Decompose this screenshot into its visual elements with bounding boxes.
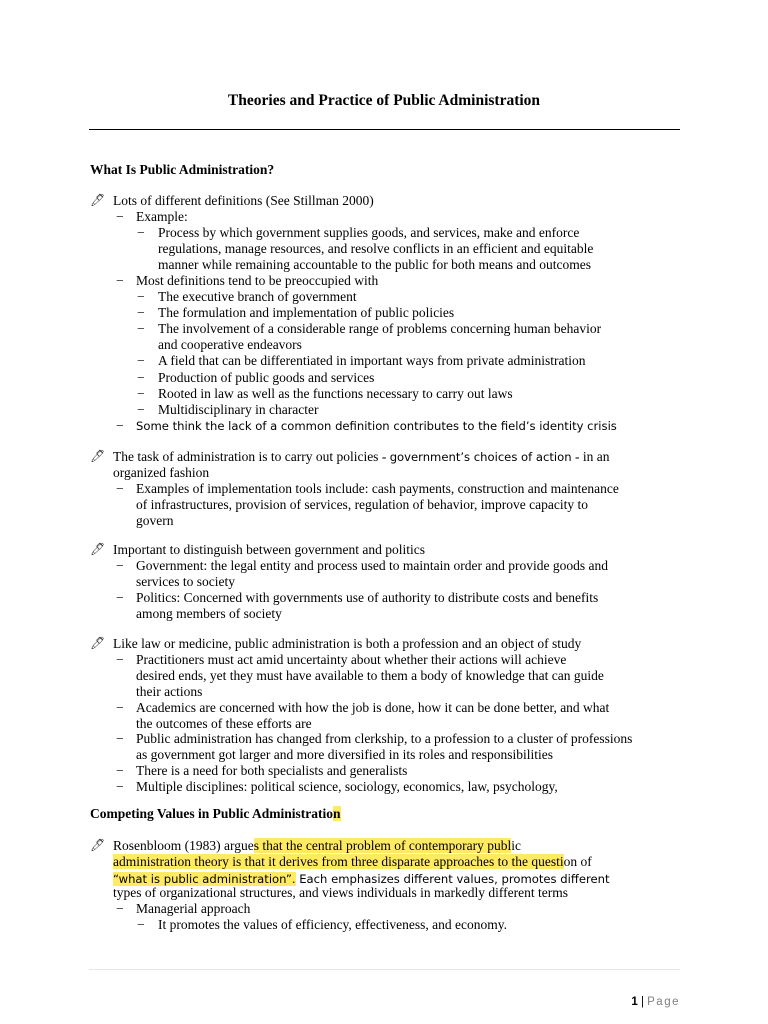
example-line-2: regulations, manage resources, and resolve conflicts in an efficient and equitable — [158, 241, 594, 256]
bullet-profession-study: Like law or medicine, public administration is both a profession and an object of study — [113, 636, 582, 651]
dash-bullet: − — [137, 289, 145, 304]
text-run: Rosenbloom (1983) argue — [113, 838, 254, 853]
dash-bullet: − — [116, 481, 124, 496]
multiple-disciplines: Multiple disciplines: political science, sociology, economics, law, psychology, — [136, 779, 558, 794]
bullet-definitions: Lots of different definitions (See Stillman 2000) — [113, 193, 374, 208]
text-run: ic — [511, 838, 522, 853]
text-run: - in an — [571, 449, 610, 464]
title-rule — [89, 129, 680, 130]
sub-bullet-example: Example: — [136, 209, 188, 224]
list-item-continuation: and cooperative endeavors — [158, 337, 302, 352]
pen-bullet-icon: 🖊 — [90, 193, 106, 207]
text-run: on of — [563, 854, 592, 869]
list-item: A field that can be differentiated in important ways from private administration — [158, 353, 586, 368]
example-line-3: manner while remaining accountable to the public for both means and outcomes — [158, 257, 591, 272]
highlighted-text: administration theory is that it derives from three disparate approaches to the questi — [113, 854, 564, 869]
rosenbloom-line-4: types of organizational structures, and views individuals in markedly different terms — [113, 885, 569, 900]
dash-bullet: − — [116, 418, 124, 433]
text-run: Each emphasizes different values, promotes different — [295, 872, 610, 886]
politics-definition-line-2: among members of society — [136, 606, 282, 621]
page-label: Page — [647, 996, 680, 1008]
list-item: The involvement of a considerable range of problems concerning human behavior — [158, 321, 602, 336]
list-item: Rooted in law as well as the functions necessary to carry out laws — [158, 386, 513, 401]
list-item: The executive branch of government — [158, 289, 357, 304]
managerial-approach: Managerial approach — [136, 901, 251, 916]
text-run: government’s choices of action — [389, 450, 572, 464]
dash-bullet: − — [137, 353, 145, 368]
page-number: 1 — [631, 996, 638, 1008]
practitioners-line-2: desired ends, yet they must have available to them a body of knowledge that can guide — [136, 668, 604, 683]
implementation-tools-line-3: govern — [136, 513, 174, 528]
rosenbloom-line-2 — [113, 854, 592, 870]
academics-line-2: the outcomes of these efforts are — [136, 716, 312, 731]
dash-bullet: − — [116, 558, 124, 573]
implementation-tools-line-1: Examples of implementation tools include: cash payments, construction and maintenance — [136, 481, 619, 496]
pen-bullet-icon: 🖊 — [90, 838, 106, 852]
dash-bullet: − — [116, 273, 124, 288]
highlighted-text: “what is public administration”. — [113, 872, 296, 886]
dash-bullet: − — [116, 763, 124, 778]
sub-bullet-identity-crisis: Some think the lack of a common definition contributes to the field’s identity crisis — [136, 419, 617, 433]
clerkship-line-1: Public administration has changed from clerkship, to a profession to a cluster of professions — [136, 731, 633, 746]
politics-definition-line-1: Politics: Concerned with governments use of authority to distribute costs and benefits — [136, 590, 599, 605]
bullet-task-of-administration — [113, 449, 609, 465]
practitioners-line-3: their actions — [136, 684, 203, 699]
pen-bullet-icon: 🖊 — [90, 636, 106, 650]
dash-bullet: − — [137, 321, 145, 336]
government-definition-line-2: services to society — [136, 574, 235, 589]
section-heading-competing-values — [90, 806, 341, 822]
text-run: Competing Values in Public Administratio — [90, 806, 334, 821]
dash-bullet: − — [137, 370, 145, 385]
specialists-generalists: There is a need for both specialists and generalists — [136, 763, 408, 778]
dash-bullet: − — [137, 305, 145, 320]
bullet-government-politics: Important to distinguish between government and politics — [113, 542, 425, 557]
dash-bullet: − — [116, 901, 124, 916]
list-item: Multidisciplinary in character — [158, 402, 319, 417]
dash-bullet: − — [137, 386, 145, 401]
dash-bullet: − — [137, 225, 145, 240]
practitioners-line-1: Practitioners must act amid uncertainty about whether their actions will achieve — [136, 652, 567, 667]
list-item: Production of public goods and services — [158, 370, 375, 385]
list-item: The formulation and implementation of public policies — [158, 305, 455, 320]
footer-rule — [89, 969, 680, 970]
pen-bullet-icon: 🖊 — [90, 542, 106, 556]
rosenbloom-line-1 — [113, 838, 521, 854]
dash-bullet: − — [116, 700, 124, 715]
dash-bullet: − — [116, 209, 124, 224]
section-heading-what-is-pa: What Is Public Administration? — [90, 162, 275, 177]
dash-bullet: − — [116, 779, 124, 794]
highlighted-text: n — [333, 806, 341, 821]
dash-bullet: − — [116, 590, 124, 605]
pen-bullet-icon: 🖊 — [90, 449, 106, 463]
text-run: The task of administration is to carry out policies - — [113, 449, 390, 464]
clerkship-line-2: as government got larger and more diversified in its roles and responsibilities — [136, 747, 554, 762]
page-footer — [631, 996, 680, 1008]
dash-bullet: − — [137, 917, 145, 932]
highlighted-text: s that the central problem of contemporary publ — [253, 838, 512, 853]
dash-bullet: − — [116, 652, 124, 667]
academics-line-1: Academics are concerned with how the job is done, how it can be done better, and what — [136, 700, 610, 715]
dash-bullet: − — [137, 402, 145, 417]
footer-separator: | — [640, 996, 644, 1008]
document-title: Theories and Practice of Public Administration — [227, 92, 541, 109]
example-line-1: Process by which government supplies goods, and services, make and enforce — [158, 225, 580, 240]
bullet-continuation: organized fashion — [113, 465, 210, 480]
government-definition-line-1: Government: the legal entity and process used to maintain order and provide goods and — [136, 558, 608, 573]
implementation-tools-line-2: of infrastructures, provision of services, regulation of behavior, improve capacity to — [136, 497, 588, 512]
dash-bullet: − — [116, 731, 124, 746]
managerial-values: It promotes the values of efficiency, effectiveness, and economy. — [158, 917, 507, 932]
sub-bullet-preoccupied: Most definitions tend to be preoccupied with — [136, 273, 379, 288]
